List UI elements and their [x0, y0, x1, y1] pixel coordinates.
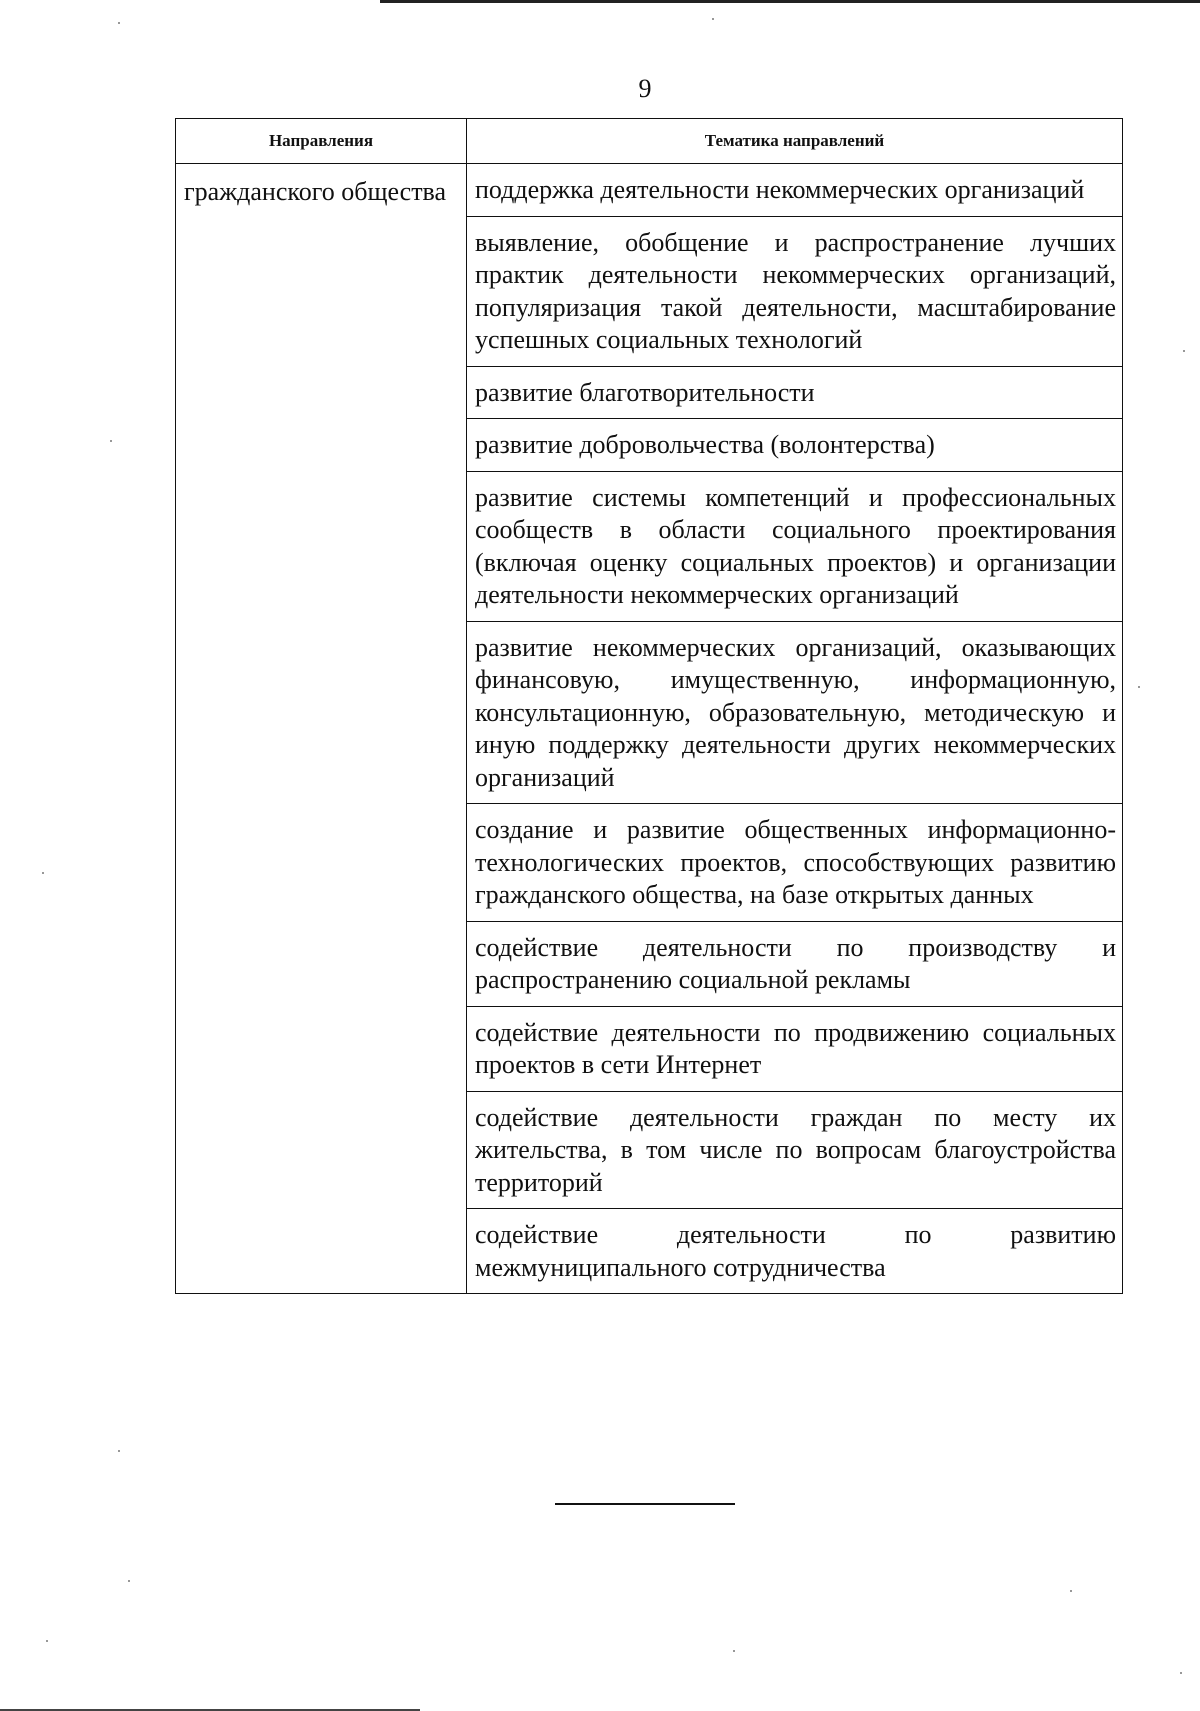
scan-speck	[118, 1450, 120, 1452]
topic-cell: развитие некоммерческих организаций, оказывающих финансовую, имущественную, информационную, консультационную, образовательную, методическую и иную поддержку деятельности других некоммерческих организаций	[467, 621, 1123, 804]
end-of-document-rule	[555, 1503, 735, 1505]
directions-table	[175, 118, 1123, 1294]
header-topics: Тематика направлений	[467, 119, 1123, 164]
scan-speck	[733, 1650, 735, 1652]
scan-speck	[1183, 350, 1185, 352]
topic-cell: содействие деятельности по продвижению социальных проектов в сети Интернет	[467, 1006, 1123, 1091]
table-header-row	[176, 119, 1123, 164]
table-row	[176, 164, 1123, 217]
topic-cell: развитие благотворительности	[467, 366, 1123, 419]
topic-cell: содействие деятельности по производству и распространению социальной рекламы	[467, 921, 1123, 1006]
header-directions: Направления	[176, 119, 467, 164]
scan-speck	[712, 18, 714, 20]
scan-edge-top	[380, 0, 1200, 3]
scan-speck	[1138, 686, 1140, 688]
topic-cell: выявление, обобщение и распространение лучших практик деятельности некоммерческих организаций, популяризация такой деятельности, масштабирование успешных социальных технологий	[467, 216, 1123, 366]
page-number: 9	[638, 74, 652, 103]
scan-speck	[1180, 1672, 1182, 1674]
scan-speck	[110, 440, 112, 442]
scan-speck	[42, 872, 44, 874]
direction-cell: гражданского общества	[176, 164, 467, 1294]
topic-cell: развитие добровольчества (волонтерства)	[467, 419, 1123, 472]
scan-speck	[46, 1640, 48, 1642]
topic-cell: содействие деятельности по развитию межмуниципального сотрудничества	[467, 1209, 1123, 1294]
topic-cell: поддержка деятельности некоммерческих организаций	[467, 164, 1123, 217]
scan-speck	[128, 1580, 130, 1582]
scan-speck	[118, 22, 120, 24]
topic-cell: содействие деятельности граждан по месту их жительства, в том числе по вопросам благоустройства территорий	[467, 1091, 1123, 1209]
topic-cell: развитие системы компетенций и профессиональных сообществ в области социального проектирования (включая оценку социальных проектов) и организации деятельности некоммерческих организаций	[467, 471, 1123, 621]
topic-cell: создание и развитие общественных информационно-технологических проектов, способствующих развитию гражданского общества, на базе открытых данных	[467, 804, 1123, 922]
scan-speck	[1070, 1590, 1072, 1592]
